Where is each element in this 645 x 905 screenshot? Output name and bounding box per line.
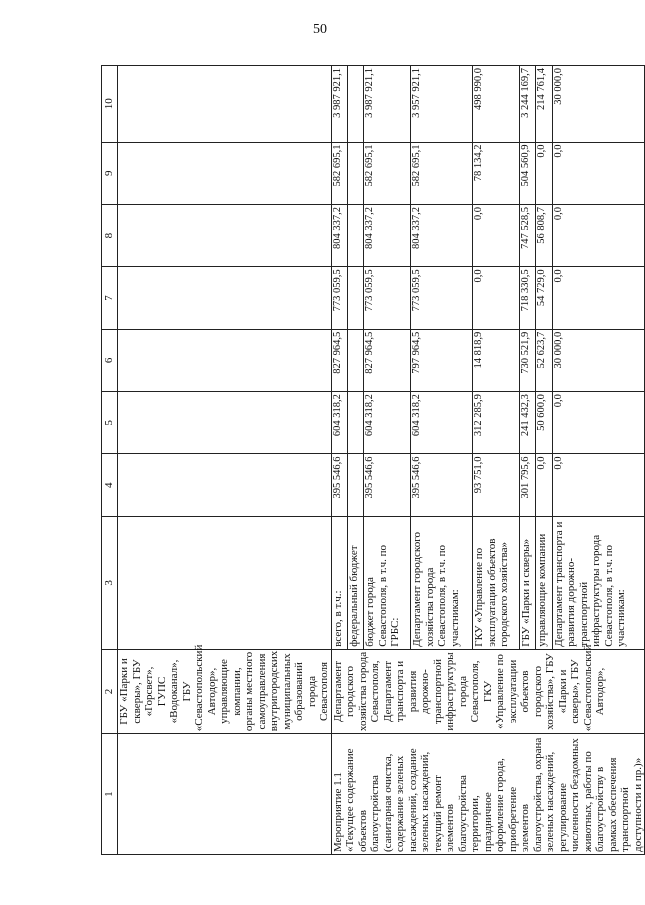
value-cell: 395 546,6 [411, 454, 473, 516]
value-cell: 0,0 [552, 267, 644, 329]
table-cell [118, 267, 332, 329]
budget-table [101, 65, 645, 855]
value-cell: 747 528,5 [519, 204, 535, 266]
header-cell: 7 [102, 267, 118, 329]
value-cell: 0,0 [552, 142, 644, 204]
table-cell [118, 329, 332, 391]
value-cell: 582 695,1 [411, 142, 473, 204]
value-cell: 30 000,0 [552, 329, 644, 391]
header-cell: 4 [102, 454, 118, 516]
header-cell: 1 [102, 734, 118, 855]
row-label: всего, в т.ч.: [331, 516, 347, 649]
value-cell [347, 142, 363, 204]
header-row [102, 66, 118, 855]
header-cell: 3 [102, 516, 118, 649]
value-cell: 718 330,5 [519, 267, 535, 329]
value-cell: 3 957 921,1 [411, 66, 473, 143]
value-cell: 312 285,9 [473, 392, 520, 454]
value-cell: 50 600,0 [536, 392, 552, 454]
value-cell [347, 204, 363, 266]
row-label: Департамент транспорта и развития дорожно-транспортной инфраструктуры города Севастополя, в т.ч. по участникам: [552, 516, 644, 649]
value-cell: 604 318,2 [411, 392, 473, 454]
value-cell: 498 990,0 [473, 66, 520, 143]
table-cell [118, 66, 332, 143]
table-cell [118, 204, 332, 266]
value-cell: 395 546,6 [331, 454, 347, 516]
value-cell: 797 964,5 [411, 329, 473, 391]
value-cell: 773 059,5 [331, 267, 347, 329]
value-cell: 504 560,9 [519, 142, 535, 204]
header-cell: 5 [102, 392, 118, 454]
value-cell: 3 987 921,1 [331, 66, 347, 143]
value-cell: 30 000,0 [552, 66, 644, 143]
value-cell: 0,0 [536, 454, 552, 516]
row-label: Департамент городского хозяйства города Севастополя, в т.ч. по участникам: [411, 516, 473, 649]
measure-executors: Департамент городского хозяйства города Севастополя, Департамент транспорта и развития дорожно-транспортной инфраструктуры города Севастополя, ГКУ «Управление по эксплуатации объектов городского хозяйства», ГБУ «Парки и скверы», ГБУ «Севастопольский Автодор», [331, 649, 645, 734]
header-cell: 9 [102, 142, 118, 204]
table-row [118, 66, 332, 855]
page-number: 50 [313, 22, 327, 37]
value-cell: 56 808,7 [536, 204, 552, 266]
value-cell: 582 695,1 [331, 142, 347, 204]
value-cell: 395 546,6 [364, 454, 411, 516]
value-cell: 804 337,2 [364, 204, 411, 266]
value-cell: 804 337,2 [331, 204, 347, 266]
header-cell: 8 [102, 204, 118, 266]
value-cell: 54 729,0 [536, 267, 552, 329]
value-cell: 214 761,4 [536, 66, 552, 143]
value-cell: 827 964,5 [364, 329, 411, 391]
row-label: управляющие компании [536, 516, 552, 649]
table-cell [118, 516, 332, 649]
value-cell: 241 432,3 [519, 392, 535, 454]
value-cell [347, 454, 363, 516]
value-cell: 0,0 [536, 142, 552, 204]
measure-title: Мероприятие 1.1 [331, 772, 344, 852]
header-cell: 10 [102, 66, 118, 143]
value-cell: 773 059,5 [411, 267, 473, 329]
value-cell: 14 818,9 [473, 329, 520, 391]
value-cell [347, 329, 363, 391]
measure-description: «Текущее содержание объектов благоустройства (санитарная очистка, содержание зеленых насаждений, создание зеленых насаждений, текущий ремонт элементов благоустройства территории, праздничное оформление города, приобретение элементов благоустройства, охрана зеленых насаждений, регулирование численности бездомных животных, работы по благоустройству в рамках обеспечения транспортной доступности и пр.)» [344, 737, 644, 852]
header-cell: 2 [102, 649, 118, 734]
value-cell: 52 623,7 [536, 329, 552, 391]
value-cell: 3 987 921,1 [364, 66, 411, 143]
value-cell: 0,0 [552, 204, 644, 266]
value-cell: 0,0 [552, 454, 644, 516]
header-cell: 6 [102, 329, 118, 391]
row-label: бюджет города Севастополя, в т.ч. по ГРБС: [364, 516, 411, 649]
value-cell: 3 244 169,7 [519, 66, 535, 143]
executors-continued-cell: ГБУ «Парки и скверы», ГБУ «Горсвет», ГУПС «Водоканал», ГБУ «Севастопольский Автодор», управляющие компании, органы местного самоуправления внутригородских муниципальных образований города Севастополя [118, 649, 332, 734]
value-cell: 773 059,5 [364, 267, 411, 329]
value-cell: 582 695,1 [364, 142, 411, 204]
value-cell: 0,0 [473, 204, 520, 266]
row-label: ГБУ «Парки и скверы» [519, 516, 535, 649]
value-cell: 78 134,2 [473, 142, 520, 204]
value-cell: 301 795,6 [519, 454, 535, 516]
table-cell [118, 142, 332, 204]
measure-cell [331, 734, 645, 855]
table-cell [118, 392, 332, 454]
value-cell: 730 521,9 [519, 329, 535, 391]
table-row [331, 66, 347, 855]
value-cell: 804 337,2 [411, 204, 473, 266]
row-label: федеральный бюджет [347, 516, 363, 649]
value-cell [347, 392, 363, 454]
value-cell: 827 964,5 [331, 329, 347, 391]
value-cell: 0,0 [473, 267, 520, 329]
budget-table-page [101, 65, 644, 855]
table-cell [118, 734, 332, 855]
value-cell: 604 318,2 [364, 392, 411, 454]
table-cell [118, 454, 332, 516]
value-cell [347, 66, 363, 143]
value-cell: 93 751,0 [473, 454, 520, 516]
value-cell [347, 267, 363, 329]
value-cell: 604 318,2 [331, 392, 347, 454]
value-cell: 0,0 [552, 392, 644, 454]
row-label: ГКУ «Управление по эксплуатации объектов городского хозяйства» [473, 516, 520, 649]
